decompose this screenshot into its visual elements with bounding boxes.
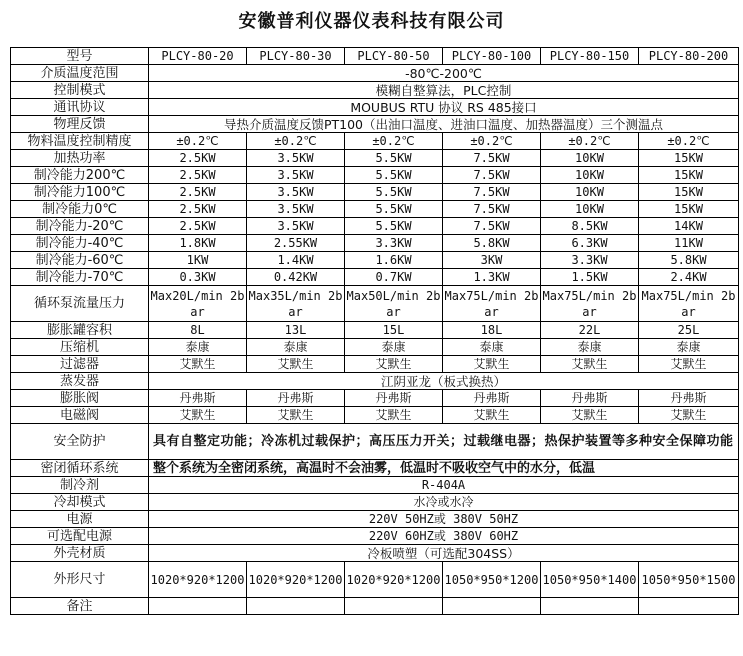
value-cell: 15KW	[639, 167, 739, 184]
merged-value-cell: 导热介质温度反馈PT100（出油口温度、进油口温度、加热器温度）三个测温点	[149, 116, 739, 133]
value-cell: 10KW	[541, 201, 639, 218]
value-cell: ±0.2℃	[345, 133, 443, 150]
table-row	[11, 48, 739, 65]
model-header-cell: PLCY-80-200	[639, 48, 739, 65]
value-cell: 7.5KW	[443, 218, 541, 235]
row-label-cell: 膨胀罐容积	[11, 322, 149, 339]
value-cell: 艾默生	[443, 356, 541, 373]
row-label-cell: 制冷能力-60℃	[11, 252, 149, 269]
value-cell: 丹弗斯	[345, 390, 443, 407]
value-cell: ±0.2℃	[639, 133, 739, 150]
value-cell: ±0.2℃	[541, 133, 639, 150]
value-cell: 艾默生	[345, 407, 443, 424]
value-cell: 3.5KW	[247, 218, 345, 235]
safety-value-cell: 具有自整定功能；冷冻机过载保护；高压压力开关；过载继电器；热保护装置等多种安全保障功能	[149, 424, 739, 460]
table-row	[11, 99, 739, 116]
row-label-cell: 蒸发器	[11, 373, 149, 390]
table-row	[11, 373, 739, 390]
value-cell: 3.3KW	[345, 235, 443, 252]
value-cell: 泰康	[541, 339, 639, 356]
table-row	[11, 390, 739, 407]
merged-value-cell: MOUBUS RTU 协议 RS 485接口	[149, 99, 739, 116]
page-title: 安徽普利仪器仪表科技有限公司	[238, 11, 505, 32]
spec-table	[10, 47, 739, 615]
value-cell: 丹弗斯	[247, 390, 345, 407]
row-label-cell: 备注	[11, 598, 149, 615]
model-header-cell: PLCY-80-100	[443, 48, 541, 65]
model-header-cell: PLCY-80-150	[541, 48, 639, 65]
row-label-cell: 压缩机	[11, 339, 149, 356]
value-cell: ±0.2℃	[149, 133, 247, 150]
value-cell	[345, 598, 443, 615]
value-cell: 1KW	[149, 252, 247, 269]
table-row	[11, 407, 739, 424]
value-cell: 艾默生	[639, 407, 739, 424]
table-row	[11, 494, 739, 511]
merged-value-cell: 220V 60HZ或 380V 60HZ	[149, 528, 739, 545]
value-cell: 艾默生	[541, 356, 639, 373]
value-cell: 丹弗斯	[443, 390, 541, 407]
value-cell: 3.5KW	[247, 201, 345, 218]
table-row	[11, 252, 739, 269]
merged-value-cell: 模糊自整算法，PLC控制	[149, 82, 739, 99]
row-label-cell: 介质温度范围	[11, 65, 149, 82]
table-row	[11, 322, 739, 339]
value-cell: 15KW	[639, 201, 739, 218]
value-cell	[639, 598, 739, 615]
value-cell: 2.5KW	[149, 201, 247, 218]
table-row	[11, 218, 739, 235]
value-cell: 泰康	[639, 339, 739, 356]
value-cell: 1020*920*1200	[149, 562, 247, 598]
value-cell: 1.8KW	[149, 235, 247, 252]
value-cell: 1020*920*1200	[345, 562, 443, 598]
value-cell: 丹弗斯	[639, 390, 739, 407]
value-cell: 1.5KW	[541, 269, 639, 286]
row-label-cell: 制冷能力-70℃	[11, 269, 149, 286]
value-cell: 0.3KW	[149, 269, 247, 286]
value-cell: 15KW	[639, 184, 739, 201]
value-cell: 1.3KW	[443, 269, 541, 286]
value-cell: 丹弗斯	[149, 390, 247, 407]
value-cell: 5.5KW	[345, 167, 443, 184]
sealed-value-cell: 整个系统为全密闭系统，高温时不会油雾，低温时不吸收空气中的水分，低温	[149, 460, 739, 477]
value-cell: 13L	[247, 322, 345, 339]
value-cell: 5.5KW	[345, 201, 443, 218]
value-cell: 3KW	[443, 252, 541, 269]
table-row	[11, 477, 739, 494]
row-label-cell: 冷却模式	[11, 494, 149, 511]
value-cell: 艾默生	[443, 407, 541, 424]
table-row	[11, 511, 739, 528]
row-label-cell: 控制模式	[11, 82, 149, 99]
row-label-cell: 膨胀阀	[11, 390, 149, 407]
row-label-cell: 通讯协议	[11, 99, 149, 116]
value-cell: 艾默生	[345, 356, 443, 373]
value-cell: 22L	[541, 322, 639, 339]
row-label-cell: 制冷能力100℃	[11, 184, 149, 201]
row-label-cell: 外壳材质	[11, 545, 149, 562]
value-cell: 7.5KW	[443, 184, 541, 201]
value-cell: 2.5KW	[149, 150, 247, 167]
row-label-cell: 电源	[11, 511, 149, 528]
value-cell: 泰康	[247, 339, 345, 356]
table-row	[11, 528, 739, 545]
table-row	[11, 424, 739, 460]
value-cell: 8.5KW	[541, 218, 639, 235]
value-cell: 10KW	[541, 184, 639, 201]
value-cell: 1.6KW	[345, 252, 443, 269]
table-row	[11, 339, 739, 356]
value-cell: 5.8KW	[443, 235, 541, 252]
row-label-cell: 物理反馈	[11, 116, 149, 133]
value-cell	[247, 598, 345, 615]
value-cell: 5.5KW	[345, 150, 443, 167]
value-cell: 25L	[639, 322, 739, 339]
value-cell	[541, 598, 639, 615]
value-cell: 泰康	[443, 339, 541, 356]
value-cell: 1050*950*1200	[443, 562, 541, 598]
table-row	[11, 167, 739, 184]
value-cell: 2.5KW	[149, 167, 247, 184]
value-cell: 8L	[149, 322, 247, 339]
value-cell: 5.5KW	[345, 218, 443, 235]
model-header-cell: PLCY-80-30	[247, 48, 345, 65]
value-cell: 2.55KW	[247, 235, 345, 252]
value-cell: 3.5KW	[247, 184, 345, 201]
header-label-cell: 型号	[11, 48, 149, 65]
value-cell: 3.5KW	[247, 167, 345, 184]
value-cell: 7.5KW	[443, 167, 541, 184]
row-label-cell: 制冷剂	[11, 477, 149, 494]
value-cell: 10KW	[541, 167, 639, 184]
model-header-cell: PLCY-80-50	[345, 48, 443, 65]
row-label-cell: 制冷能力-40℃	[11, 235, 149, 252]
table-row	[11, 82, 739, 99]
row-label-cell: 加热功率	[11, 150, 149, 167]
row-label-cell: 循环泵流量压力	[11, 286, 149, 322]
value-cell: 艾默生	[639, 356, 739, 373]
table-row	[11, 184, 739, 201]
value-cell: 1050*950*1400	[541, 562, 639, 598]
value-cell: 艾默生	[149, 407, 247, 424]
value-cell: 7.5KW	[443, 150, 541, 167]
row-label-cell: 可选配电源	[11, 528, 149, 545]
value-cell: 7.5KW	[443, 201, 541, 218]
row-label-cell: 制冷能力-20℃	[11, 218, 149, 235]
merged-value-cell: -80℃-200℃	[149, 65, 739, 82]
value-cell: Max75L/min 2bar	[541, 286, 639, 322]
value-cell: 泰康	[345, 339, 443, 356]
value-cell	[149, 598, 247, 615]
value-cell: 1050*950*1500	[639, 562, 739, 598]
value-cell: Max35L/min 2bar	[247, 286, 345, 322]
row-label-cell: 安全防护	[11, 424, 149, 460]
value-cell: 5.8KW	[639, 252, 739, 269]
table-row	[11, 116, 739, 133]
value-cell: 15KW	[639, 150, 739, 167]
row-label-cell: 外形尺寸	[11, 562, 149, 598]
value-cell: 3.5KW	[247, 150, 345, 167]
merged-value-cell: 220V 50HZ或 380V 50HZ	[149, 511, 739, 528]
table-row	[11, 201, 739, 218]
value-cell: 2.4KW	[639, 269, 739, 286]
value-cell: 艾默生	[247, 356, 345, 373]
row-label-cell: 电磁阀	[11, 407, 149, 424]
table-row	[11, 545, 739, 562]
model-header-cell: PLCY-80-20	[149, 48, 247, 65]
value-cell: 0.7KW	[345, 269, 443, 286]
value-cell	[443, 598, 541, 615]
value-cell: 艾默生	[149, 356, 247, 373]
merged-value-cell: 冷板喷塑（可选配304SS）	[149, 545, 739, 562]
value-cell: 2.5KW	[149, 184, 247, 201]
table-row	[11, 286, 739, 322]
table-row	[11, 269, 739, 286]
table-row	[11, 133, 739, 150]
row-label-cell: 制冷能力200℃	[11, 167, 149, 184]
value-cell: 泰康	[149, 339, 247, 356]
value-cell: 14KW	[639, 218, 739, 235]
value-cell: Max50L/min 2bar	[345, 286, 443, 322]
value-cell: 2.5KW	[149, 218, 247, 235]
table-row	[11, 356, 739, 373]
merged-value-cell: 水冷或水冷	[149, 494, 739, 511]
row-label-cell: 制冷能力0℃	[11, 201, 149, 218]
value-cell: ±0.2℃	[247, 133, 345, 150]
table-row	[11, 65, 739, 82]
value-cell: 6.3KW	[541, 235, 639, 252]
value-cell: 11KW	[639, 235, 739, 252]
row-label-cell: 物料温度控制精度	[11, 133, 149, 150]
value-cell: 1020*920*1200	[247, 562, 345, 598]
value-cell: 丹弗斯	[541, 390, 639, 407]
table-row	[11, 562, 739, 598]
value-cell: 0.42KW	[247, 269, 345, 286]
value-cell: Max20L/min 2bar	[149, 286, 247, 322]
value-cell: Max75L/min 2bar	[443, 286, 541, 322]
row-label-cell: 过滤器	[11, 356, 149, 373]
value-cell: 3.3KW	[541, 252, 639, 269]
merged-value-cell: 江阴亚龙（板式换热）	[149, 373, 739, 390]
merged-value-cell: R-404A	[149, 477, 739, 494]
row-label-cell: 密闭循环系统	[11, 460, 149, 477]
table-row	[11, 598, 739, 615]
value-cell: 艾默生	[541, 407, 639, 424]
value-cell: Max75L/min 2bar	[639, 286, 739, 322]
value-cell: 15L	[345, 322, 443, 339]
value-cell: 10KW	[541, 150, 639, 167]
value-cell: 1.4KW	[247, 252, 345, 269]
table-row	[11, 460, 739, 477]
value-cell: ±0.2℃	[443, 133, 541, 150]
table-row	[11, 235, 739, 252]
table-row	[11, 150, 739, 167]
value-cell: 18L	[443, 322, 541, 339]
value-cell: 5.5KW	[345, 184, 443, 201]
value-cell: 艾默生	[247, 407, 345, 424]
